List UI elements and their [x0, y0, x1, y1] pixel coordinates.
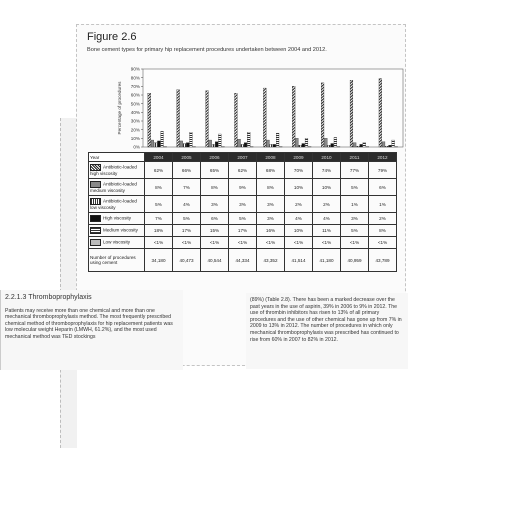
table-cell: 66%	[173, 162, 201, 179]
bar	[350, 80, 353, 147]
bar	[154, 143, 157, 147]
legend-swatch	[90, 227, 101, 234]
table-cell: 5%	[173, 213, 201, 225]
torn-text-fragment-left	[0, 290, 183, 370]
bar	[180, 141, 183, 147]
table-cell: 6%	[201, 213, 229, 225]
table-cell: 8%	[369, 225, 397, 237]
table-cell: 5%	[341, 225, 369, 237]
table-cell: 11%	[313, 225, 341, 237]
legend-swatch	[90, 181, 101, 188]
right-text-column	[250, 297, 405, 343]
table-cell: 1%	[369, 196, 397, 213]
bar	[292, 86, 295, 147]
table-cell: <1%	[285, 237, 313, 249]
table-cell: 10%	[285, 179, 313, 196]
table-cell: 68%	[257, 162, 285, 179]
table-cell: 3%	[257, 213, 285, 225]
table-cell: <1%	[341, 237, 369, 249]
table-year-cell: 2006	[201, 153, 229, 162]
bar	[360, 144, 363, 147]
plot-area	[143, 69, 403, 147]
bar	[328, 145, 331, 147]
table-cell: 6%	[369, 179, 397, 196]
table-cell: <1%	[145, 237, 173, 249]
bar	[212, 144, 215, 147]
table-row-label: High viscosity	[89, 213, 145, 225]
table-year-cell: 2004	[145, 153, 173, 162]
table-cell: 65%	[201, 162, 229, 179]
bar	[363, 143, 366, 147]
table-cell: 9%	[229, 179, 257, 196]
table-cell: 8%	[257, 179, 285, 196]
table-year-label: Year	[89, 153, 145, 162]
bar	[276, 133, 279, 147]
table-cell: 18%	[145, 225, 173, 237]
bar	[270, 144, 273, 147]
table-cell: 17%	[173, 225, 201, 237]
bar	[218, 134, 221, 147]
table-year-cell: 2011	[341, 153, 369, 162]
bar	[183, 144, 186, 147]
table-cell: 40,473	[173, 249, 201, 272]
bar	[215, 142, 218, 147]
table-cell: 5%	[341, 179, 369, 196]
table-cell: 15%	[201, 225, 229, 237]
bar	[190, 132, 193, 147]
bar	[235, 93, 238, 147]
bar	[305, 138, 308, 147]
table-row	[89, 196, 397, 213]
y-tick-label: 10%	[130, 135, 140, 141]
bar	[157, 141, 160, 147]
bar	[273, 144, 276, 147]
table-cell: <1%	[173, 237, 201, 249]
y-tick-label: 20%	[130, 127, 140, 133]
table-cell: 77%	[341, 162, 369, 179]
table-cell: 2%	[369, 213, 397, 225]
table-cell: 1%	[341, 196, 369, 213]
bar	[385, 146, 388, 147]
table-row	[89, 213, 397, 225]
bar	[151, 140, 154, 147]
table-cell: <1%	[229, 237, 257, 249]
bar-chart	[77, 25, 407, 155]
figure-title: Figure 2.6	[87, 31, 137, 43]
table-cell: 74%	[313, 162, 341, 179]
table-cell: 4%	[285, 213, 313, 225]
table-row	[89, 162, 397, 179]
bar	[148, 93, 151, 147]
table-cell: 40,544	[201, 249, 229, 272]
table-cell: 41,514	[285, 249, 313, 272]
bar	[177, 90, 180, 147]
data-table	[88, 152, 397, 272]
table-cell: 4%	[173, 196, 201, 213]
table-cell: 3%	[229, 196, 257, 213]
table-cell: 79%	[369, 162, 397, 179]
table-cell: 7%	[145, 213, 173, 225]
table-cell: 62%	[145, 162, 173, 179]
table-cell: 5%	[229, 213, 257, 225]
table-row	[89, 225, 397, 237]
table-row-label: Antibiotic-loaded low viscosity	[89, 196, 145, 213]
bar	[324, 138, 327, 147]
y-tick-label: 0%	[133, 144, 140, 150]
table-cell: 16%	[257, 225, 285, 237]
bar	[379, 79, 382, 147]
y-tick-label: 90%	[130, 66, 140, 72]
bar	[186, 143, 189, 147]
table-cell: 62%	[229, 162, 257, 179]
table-cell: 2%	[313, 196, 341, 213]
table-cell: 3%	[201, 196, 229, 213]
page-shadow	[60, 118, 77, 448]
table-row	[89, 249, 397, 272]
y-tick-label: 70%	[130, 83, 140, 89]
right-paragraph: (89%) (Table 2.8). There has been a marked decrease over the past years in the use of aspirin, 39% in 2006 to 9% in 2012. The use of thrombin inhibitors has risen to 13% of all primary procedures and the use of other chemical has gone up from 7% in 2009 to 13% in 2012. The number of procedures in which only mechanical thromboprophylaxis was prescribed has continued to rise from 60% in 2007 to 82% in 2012.	[250, 297, 402, 343]
bar	[244, 143, 247, 147]
table-row	[89, 179, 397, 196]
table-cell: 44,334	[229, 249, 257, 272]
table-cell: 3%	[341, 213, 369, 225]
table-year-cell: 2008	[257, 153, 285, 162]
table-cell: 17%	[229, 225, 257, 237]
table-cell: <1%	[201, 237, 229, 249]
table-row-label: Low viscosity	[89, 237, 145, 249]
table-cell: 41,180	[313, 249, 341, 272]
table-cell: 34,180	[145, 249, 173, 272]
table-cell: 10%	[285, 225, 313, 237]
bar	[389, 145, 392, 147]
table-row-label: Antibiotic-loaded medium viscosity	[89, 179, 145, 196]
bar	[209, 140, 212, 147]
section-heading: 2.2.1.3 Thromboprophylaxis	[5, 294, 92, 301]
legend-swatch	[90, 164, 101, 171]
table-cell: 43,352	[257, 249, 285, 272]
bar	[331, 144, 334, 147]
table-year-cell: 2007	[229, 153, 257, 162]
table-year-cell: 2005	[173, 153, 201, 162]
table-cell: 7%	[173, 179, 201, 196]
table-cell: <1%	[257, 237, 285, 249]
table-cell: 8%	[145, 179, 173, 196]
bar	[247, 132, 250, 147]
bar	[295, 138, 298, 147]
legend-swatch	[90, 215, 101, 222]
bar	[299, 145, 302, 147]
bar	[238, 139, 241, 147]
bar	[334, 137, 337, 147]
bar	[241, 144, 244, 147]
table-cell: 10%	[313, 179, 341, 196]
bar	[382, 142, 385, 147]
table-year-cell: 2009	[285, 153, 313, 162]
table-row-label: Medium viscosity	[89, 225, 145, 237]
table-cell: 70%	[285, 162, 313, 179]
y-tick-label: 60%	[130, 92, 140, 98]
table-year-cell: 2012	[369, 153, 397, 162]
left-paragraph: Patients may receive more than one chemical and more than one mechanical thromboprophylaxis method. The most frequently prescribed chemical method of thromboprophylaxis for hip replacement patients was low molecular weight Heparin (LMWH, 61.2%), and the most used mechanical method was TED stockings	[5, 307, 173, 340]
torn-text-fragment-right	[246, 293, 408, 369]
legend-swatch	[90, 198, 101, 205]
figure-caption: Bone cement types for primary hip replacement procedures undertaken between 2004 and 2012.	[87, 47, 327, 53]
bar	[321, 83, 324, 147]
bar	[263, 88, 266, 147]
table-row-label: Number of procedures using cement	[89, 249, 145, 272]
table-cell: 3%	[257, 196, 285, 213]
table-cell: 43,789	[369, 249, 397, 272]
y-tick-label: 80%	[130, 75, 140, 81]
table-cell: 40,959	[341, 249, 369, 272]
table-year-row	[89, 153, 397, 162]
y-tick-label: 50%	[130, 101, 140, 107]
bar	[206, 91, 209, 147]
y-axis-label: Percentage of procedures	[117, 81, 122, 135]
table-cell: <1%	[369, 237, 397, 249]
table-cell: <1%	[313, 237, 341, 249]
bar	[356, 146, 359, 147]
table-cell: 8%	[201, 179, 229, 196]
table-year-cell: 2010	[313, 153, 341, 162]
bar	[302, 144, 305, 147]
y-tick-label: 30%	[130, 118, 140, 124]
table-cell: 5%	[145, 196, 173, 213]
table-cell: 2%	[285, 196, 313, 213]
y-tick-label: 40%	[130, 109, 140, 115]
bar	[392, 140, 395, 147]
table-row-label: Antibiotic-loaded high viscosity	[89, 162, 145, 179]
bar	[161, 131, 164, 147]
table-row	[89, 237, 397, 249]
bar	[267, 140, 270, 147]
left-text-column	[5, 295, 179, 341]
bar	[353, 143, 356, 147]
legend-swatch	[90, 239, 101, 246]
table-cell: 4%	[313, 213, 341, 225]
